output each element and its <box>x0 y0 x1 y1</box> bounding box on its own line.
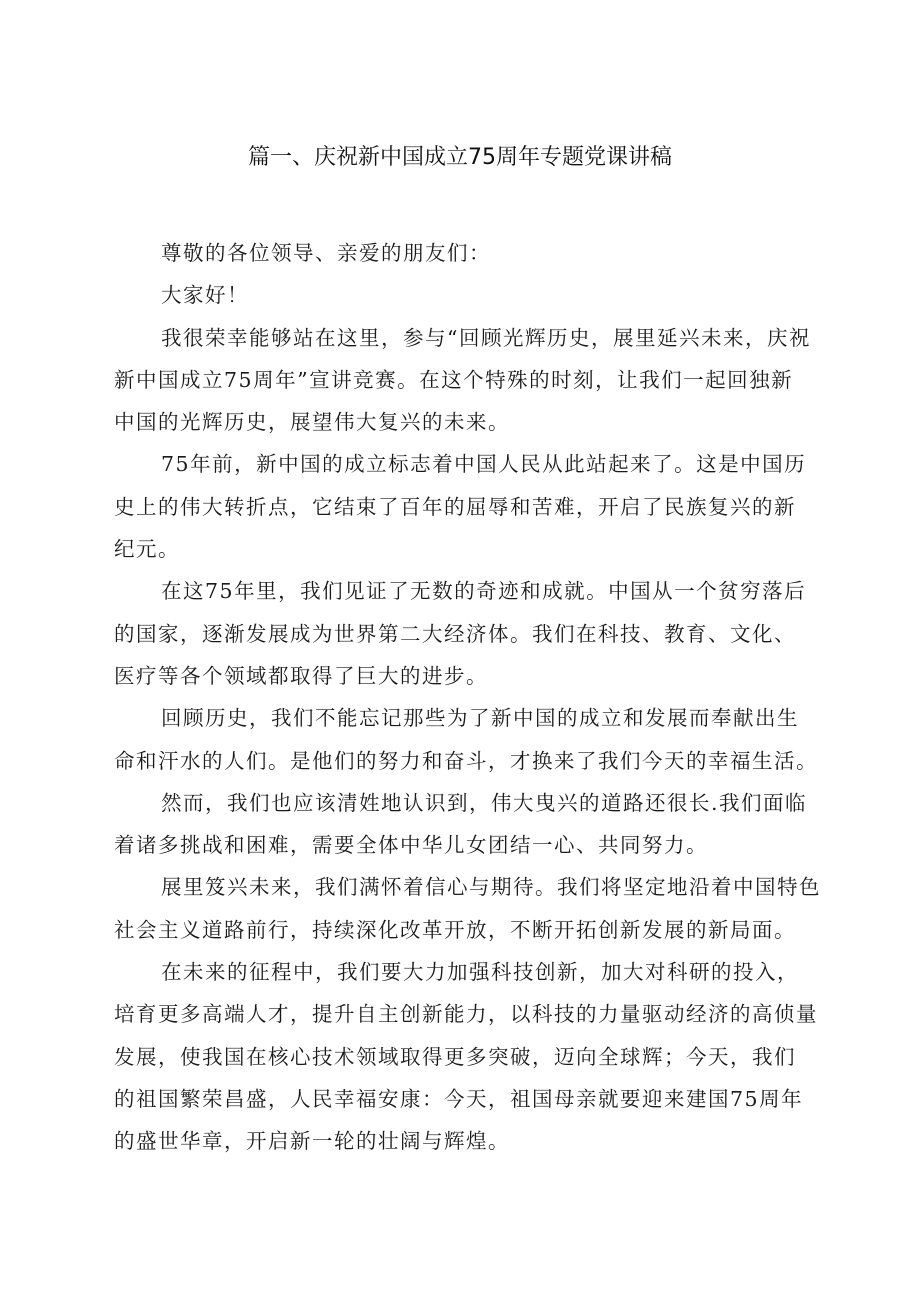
paragraph-line: 发展，使我国在核心技术领域取得更多突破，迈向全球辉；今天，我们 <box>114 1044 796 1069</box>
paragraph-line: 新中国成立75周年”宣讲竞赛。在这个特殊的时刻，让我们一起回独新 <box>114 367 794 392</box>
paragraph-line: 回顾历史，我们不能忘记那些为了新中国的成立和发展而奉献出生 <box>161 706 799 731</box>
paragraph <box>114 782 834 867</box>
paragraph-line: 然而，我们也应该清姓地认识到，伟大曳兴的道路还很长.我们面临 <box>161 790 808 815</box>
paragraph-line: 的盛世华章，开启新一轮的壮阔与辉煌。 <box>114 1129 510 1154</box>
paragraph-line: 75年前，新中国的成立标志着中国人民从此站起来了。这是中国历 <box>161 452 807 477</box>
paragraph-line: 医疗等各个领域都取得了巨大的进步。 <box>114 663 488 688</box>
paragraph-line: 的国家，逐渐发展成为世界第二大经济体。我们在科技、教育、文化、 <box>114 621 796 646</box>
paragraph <box>114 697 834 782</box>
paragraph-line: 在未来的征程中，我们要大力加强科技创新，加大对科研的投入， <box>161 960 799 985</box>
paragraph-line: 的祖国繁荣昌盛，人民幸福安康：今天，祖国母亲就要迎来建国75周年 <box>114 1086 804 1111</box>
paragraph-line: 着诸多挑战和困难，需要全体中华儿女团结一心、共同努力。 <box>114 833 708 858</box>
paragraph-line: 在这75年里，我们见证了无数的奇迹和成就。中国从一个贫穷落后 <box>161 579 807 604</box>
paragraph-line: 大家好！ <box>161 283 249 308</box>
paragraph-line: 史上的伟大转折点，它结束了百年的屈辱和苦难，开启了民族复兴的新 <box>114 494 796 519</box>
paragraph-line: 纪元。 <box>114 537 180 562</box>
paragraph <box>114 274 834 316</box>
paragraph-line: 中国的光辉历史，展望伟大复兴的未来。 <box>114 410 510 435</box>
document-body <box>114 232 834 1163</box>
paragraph <box>114 570 834 697</box>
paragraph-line: 尊敬的各位领导、亲爱的朋友们： <box>161 241 491 265</box>
paragraph <box>114 951 834 1162</box>
paragraph-line: 我很荣幸能够站在这里，参与“回顾光辉历史，展里延兴未来，庆祝 <box>161 325 811 350</box>
paragraph <box>114 443 834 570</box>
paragraph <box>114 866 834 951</box>
paragraph <box>114 317 834 444</box>
paragraph <box>114 232 834 274</box>
paragraph-line: 命和汗水的人们。是他们的努力和奋斗，才换来了我们今天的幸福生活。 <box>114 748 818 773</box>
document-title: 篇一、庆祝新中国成立75周年专题党课讲稿 <box>248 145 672 170</box>
paragraph-line: 培育更多高端人才，提升自主创新能力，以科技的力量驱动经济的高侦量 <box>114 1002 818 1027</box>
paragraph-line: 展里笈兴未来，我们满怀着信心与期待。我们将坚定地沿着中国特色 <box>161 875 821 900</box>
paragraph-line: 社会主义道路前行，持续深化改革开放，不断开拓创新发展的新局面。 <box>114 917 796 942</box>
